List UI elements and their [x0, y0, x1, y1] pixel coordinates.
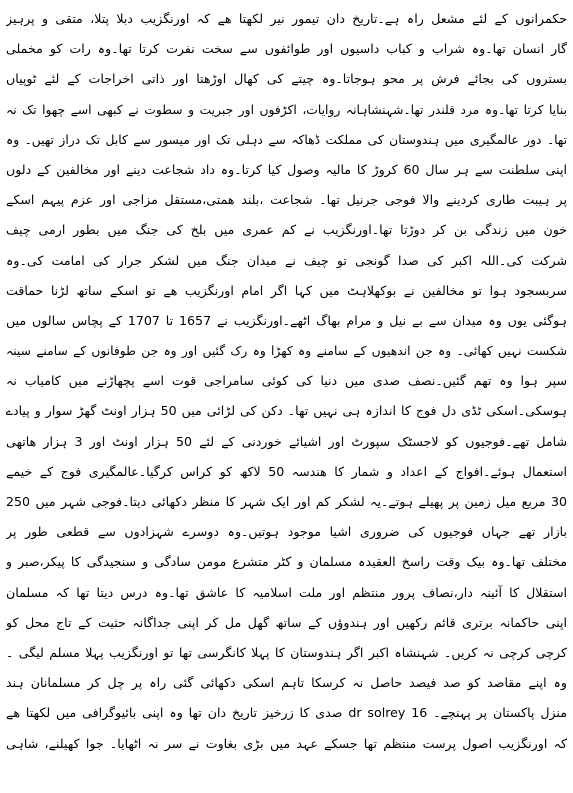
text-line: خون میں زندگی بن کر دوڑتا تھا۔اورنگزیب نے کم عمری میں بلخ کی جنگ میں بطور ارمی چیف	[6, 222, 567, 238]
text-line: وہ اپنے مقاصد کو صد فیصد حاصل نہ کرسکا تاہم اسکی دکھائی گئی راہ پر چل کر مسلمانان ہند	[6, 675, 567, 691]
text-line: اپنی سلطنت سے ہر سال 60 کروڑ کا مالیہ وصول کیا کرتا۔وہ داد شجاعت دینے اور مخالفین کے دلوں	[6, 161, 567, 177]
text-line: ہوسکی۔اسکی ٹڈی دل فوج کا اندازہ ہی نہیں تھا۔ دکن کی لڑائی میں 50 ہزار اونٹ گھڑ سوار و پیادے	[6, 403, 567, 419]
text-line: گار انسان تھا۔وہ شراب و کباب داسیوں اور طوائفوں سے سخت نفرت کرتا تھا۔وہ رات کو مخملی	[6, 41, 567, 57]
text-line: پر ہیبت طاری کردینے والا فوجی جرنیل تھا۔ شجاعت ،بلند ھمتی،مستقل مزاجی اور عزم پیہم اسکے	[6, 192, 567, 208]
text-line: بنایا کرتا تھا۔وہ مرد قلندر تھا۔شہنشاہانہ روایات، اکڑفوں اور جبریت و سطوت نے کبھی اسے چھوا تک نہ	[6, 102, 567, 117]
text-line: بازار تھے جہاں فوجیوں کی ضروری اشیا موجود ہوتیں۔وہ دوسرے شہزادوں سے قطعی طور پر	[6, 524, 567, 540]
text-line: 30 مربع میل زمین پر پھیلے ہوتے۔یہ لشکر کم اور ایک شہر کا منظر دکھائی دیتا۔فوجی شہر میں 250	[6, 494, 567, 509]
text-line: تھا۔ دور عالمگیری میں ہندوستان کی مملکت ڈھاکہ سے دہلی تک اور میسور سے کابل تک دراز تھیں۔ وہ	[6, 132, 567, 147]
text-line: شامل تھے۔فوجیوں کو لاجسٹک سپورٹ اور اشیائے خوردنی کے لئے 50 ہزار اونٹ اور 3 ہزار ھاتھی	[6, 433, 567, 449]
text-line: اپنی حاکمانہ برتری قائم رکھیں اور ہندوؤں کے ساتھ گھل مل کر اپنی جداگانہ حثیت کے تاج محل کو	[6, 614, 567, 630]
text-line: بستروں کی بجائے فرش پر محو ہوجاتا۔وہ چیتے کی کھال اوڑھتا اور ذاتی اخراجات کے لئے ٹوپیاں	[6, 71, 567, 87]
text-line: منزل پاکستان پر پہنچے۔ dr solrey 16 صدی کا زرخیز تاریخ دان تھا وہ اپنی بائیوگرافی میں لکھتا ھے	[6, 705, 567, 721]
text-line: شرکت کی۔اللہ اکبر کی صدا گونجی تو چیف نے میدان جنگ میں لشکر جرار کی امامت کی۔وہ	[6, 252, 567, 268]
text-line: ہوگئی یوں وہ میدان سے بے نیل و مرام بھاگ اٹھے۔اورنگزیب نے 1657 تا 1707 کے پچاس سالوں میں	[6, 312, 567, 328]
text-line: شکست نہیں کھائی۔ وہ جن اندھیوں کے سامنے وہ کھڑا وہ رک گئیں اور وہ جن طوفانوں کے سامنے سینہ	[6, 344, 567, 359]
text-line: حکمرانوں کے لئے مشعل راہ ہے۔تاریخ دان تیمور نیر لکھتا ھے کہ اورنگزیب دبلا پتلا، متقی و پرہیز	[6, 11, 567, 26]
text-line: مختلف تھا۔وہ بیک وقت راسخ العقیدہ مسلمان و کٹر متشرع مومن سادگی و سنجیدگی کا پیکر،صبر و	[6, 554, 567, 570]
text-line: استقلال کا آئینہ دار،نصاف پرور منتظم اور ملت اسلامیہ کا عاشق تھا۔وہ درس دیتا تھا کہ مسلمان	[6, 584, 567, 600]
text-line: استعمال ہوئے۔افواج کے اعداد و شمار کا ھندسہ 50 لاکھ کو کراس کرگیا۔عالمگیری فوج کے خیمے	[6, 463, 567, 479]
text-line: کرچی کرچی نہ کریں۔ شہنشاہ اکبر اگر ہندوستان کا پہلا کانگرسی تھا تو اورنگزیب پہلا مسلم لیگی ۔	[6, 644, 567, 660]
text-line: سپر ہوا وہ تھم گئیں۔نصف صدی میں دنیا کی کوئی سامراجی قوت اسے پچھاڑنے میں کامیاب نہ	[6, 373, 567, 389]
text-line: کہ اورنگزیب اصول پرست منتظم تھا جسکے عہد میں بڑی بغاوت نے سر نہ اٹھایا۔ جوا کھیلنے، شاہی	[6, 735, 567, 751]
text-line: سربسجود ہوا تو مخالفین نے بوکھلاہٹ میں کہا اگر امام اورنگزیب ھے تو اسکے ساتھ لڑنا حماقت	[6, 282, 567, 298]
